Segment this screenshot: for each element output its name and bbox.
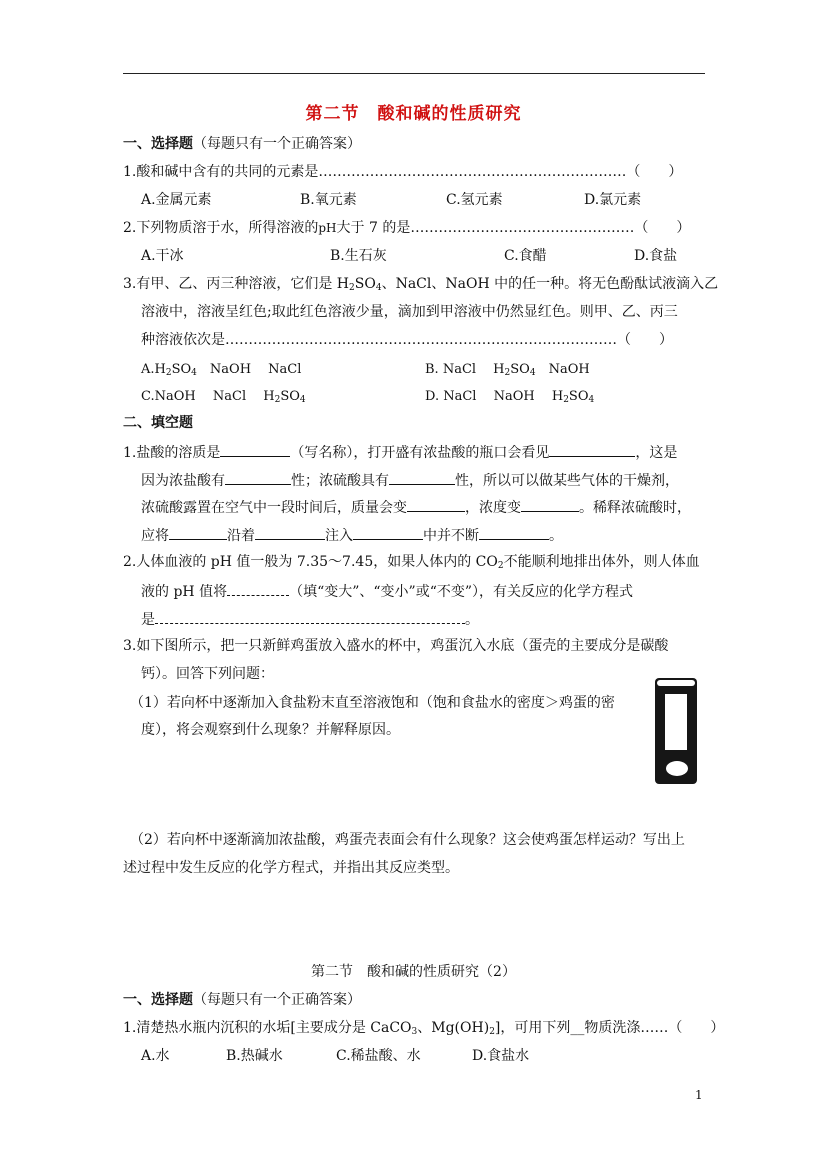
opt-subscript: 4 (588, 395, 595, 405)
section-heading-fill (123, 413, 193, 433)
answer-blank[interactable] (521, 496, 579, 512)
answer-blank[interactable] (389, 469, 455, 485)
answer-blank[interactable] (169, 524, 227, 540)
opt-text: NaOH (535, 362, 590, 377)
f1-text: 应将 (141, 528, 169, 544)
opt-subscript: 2 (504, 368, 511, 378)
f1-text: 浓硫酸露置在空气中一段时间后，质量会变 (141, 500, 407, 516)
q2-option-a: A.干冰 (141, 248, 184, 264)
answer-blank[interactable] (227, 580, 289, 596)
section-note: （每题只有一个正确答案） (193, 136, 361, 152)
part-2-question-1-stem (123, 1018, 724, 1038)
f2-text: 是 (141, 612, 155, 628)
part-2-q1-option-b: B.热碱水 (226, 1048, 283, 1064)
q3-option-b (425, 360, 590, 380)
fill-2-line-2 (141, 580, 633, 602)
fill-3-line-1: 3.如下图所示，把一只新鲜鸡蛋放入盛水的杯中，鸡蛋沉入水底（蛋壳的主要成分是碳酸 (123, 638, 669, 654)
opt-text: SO (510, 362, 530, 377)
f1-text: 因为浓盐酸有 (141, 473, 225, 489)
page-title: 第二节 酸和碱的性质研究 (305, 104, 522, 124)
page-number: 1 (695, 1088, 703, 1102)
f1-text: 。稀释浓硫酸时， (579, 500, 691, 516)
q3-subscript: 2 (349, 283, 355, 293)
opt-subscript: 4 (529, 368, 536, 378)
opt-subscript: 4 (299, 395, 306, 405)
section-heading-choice (123, 134, 361, 154)
q1-option-d: D.氯元素 (584, 192, 642, 208)
f1-text: 沿着 (227, 528, 255, 544)
f1-text: 1.盐酸的溶质是 (123, 445, 221, 461)
fill-2-line-1 (123, 552, 700, 572)
question-1-stem: 1.酸和碱中含有的共同的元素是…………………………………………………………（ ） (123, 164, 683, 180)
opt-text: A.H (141, 362, 166, 377)
part-2-section-heading (123, 990, 361, 1010)
opt-text: D. NaCl NaOH H (425, 389, 564, 404)
opt-text: NaOH NaCl (196, 362, 302, 377)
f2-text: （填“变大”、“变小”或“不变”），有关反应的化学方程式 (289, 584, 634, 600)
q2-option-b: B.生石灰 (330, 248, 387, 264)
p2q1-text: 1.清楚热水瓶内沉积的水垢[主要成分是 CaCO (123, 1020, 412, 1036)
fill-1-line-4 (141, 524, 563, 546)
f1-text: 。 (549, 528, 563, 544)
opt-subscript: 2 (274, 395, 281, 405)
cup-rim (657, 680, 695, 686)
q3-option-c (141, 387, 306, 407)
egg-icon (666, 761, 688, 776)
fill-3-part-1-line-2: 度），将会观察到什么现象？并解释原因。 (141, 722, 400, 738)
q3-option-d (425, 387, 594, 407)
section-label: 二、填空题 (123, 415, 193, 431)
q3-text-c: 、NaCl、NaOH 中的任一种。将无色酚酞试液滴入乙 (381, 276, 719, 292)
fill-3-part-1-line-1: （1）若向杯中逐渐加入食盐粉末直至溶液饱和（饱和食盐水的密度＞鸡蛋的密 (130, 695, 615, 711)
q1-option-b: B.氧元素 (300, 192, 357, 208)
p2q1-text: ]，可用下列__物质洗涤……（ ） (494, 1020, 725, 1036)
answer-blank[interactable] (255, 524, 325, 540)
fill-3-part-2-line-1: （2）若向杯中逐渐滴加浓盐酸，鸡蛋壳表面会有什么现象？这会使鸡蛋怎样运动？写出上 (130, 832, 685, 848)
q1-option-a: A.金属元素 (141, 192, 212, 208)
answer-blank[interactable] (407, 496, 465, 512)
f1-text: ，这是 (635, 445, 678, 461)
opt-text: SO (280, 389, 300, 404)
fill-1-line-2 (141, 469, 679, 491)
p2q1-text: 、Mg(OH) (417, 1020, 490, 1036)
section-note: （每题只有一个正确答案） (193, 992, 361, 1008)
f2-subscript: 2 (497, 561, 504, 571)
p2q1-subscript: 3 (411, 1027, 418, 1037)
question-2-stem (123, 218, 690, 238)
opt-text: SO (568, 389, 589, 404)
f1-text: 性；浓硫酸具有 (291, 473, 389, 489)
f1-text: 注入 (325, 528, 353, 544)
f1-text: 中并不断 (423, 528, 479, 544)
part-2-q1-option-d: D.食盐水 (472, 1048, 530, 1064)
q1-option-c: C.氢元素 (446, 192, 503, 208)
answer-blank[interactable] (155, 608, 465, 624)
f1-text: ，浓度变 (465, 500, 521, 516)
part-2-q1-option-a: A.水 (141, 1048, 170, 1064)
opt-text: SO (171, 362, 192, 377)
q3-text-a: 3.有甲、乙、丙三种溶液，它们是 H (123, 276, 350, 292)
f2-text: 液的 pH 值将 (141, 584, 228, 600)
answer-blank[interactable] (353, 524, 423, 540)
section-label: 一、选择题 (123, 992, 193, 1008)
opt-subscript: 4 (191, 368, 197, 378)
answer-blank[interactable] (225, 469, 291, 485)
f2-text: 2.人体血液的 pH 值一般为 7.35～7.45，如果人体内的 CO (123, 554, 498, 570)
q2-option-d: D.食盐 (634, 248, 678, 264)
q2-stem-b: 大于 7 的是…………………………………………（ ） (336, 220, 691, 236)
f2-text: 不能顺利地排出体外，则人体血 (503, 554, 700, 570)
fill-3-line-2: 钙）。回答下列问题： (141, 666, 274, 682)
opt-subscript: 2 (165, 368, 172, 378)
fill-3-part-2-line-2: 述过程中发生反应的化学方程式，并指出其反应类型。 (123, 860, 459, 876)
question-3-line-2: 溶液中，溶液呈红色;取此红色溶液少量，滴加到甲溶液中仍然显红色。则甲、乙、丙三 (141, 304, 678, 320)
opt-subscript: 2 (563, 395, 569, 405)
q3-option-a (141, 360, 301, 380)
answer-blank[interactable] (479, 524, 549, 540)
question-3-line-1 (123, 274, 718, 294)
header-rule (123, 73, 705, 74)
part-2-title: 第二节 酸和碱的性质研究（2） (311, 964, 516, 980)
p2q1-subscript: 2 (489, 1027, 495, 1037)
opt-text: C.NaOH NaCl H (141, 389, 275, 404)
question-3-line-3: 种溶液依次是…………………………………………………………………………（ ） (141, 332, 673, 348)
section-label: 一、选择题 (123, 136, 193, 152)
q2-stem-ph: pH (318, 221, 337, 235)
fill-2-line-3 (141, 608, 479, 630)
q3-subscript: 4 (375, 283, 382, 293)
opt-text: B. NaCl H (425, 362, 505, 377)
f1-text: 性，所以可以做某些气体的干燥剂， (455, 473, 679, 489)
part-2-q1-option-c: C.稀盐酸、水 (336, 1048, 421, 1064)
answer-blank[interactable] (549, 441, 635, 457)
fill-1-line-3 (141, 496, 691, 518)
f1-text: （写名称），打开盛有浓盐酸的瓶口会看见 (290, 445, 550, 461)
answer-blank[interactable] (220, 441, 290, 457)
q2-option-c: C.食醋 (504, 248, 547, 264)
cup-water (665, 694, 687, 750)
f2-text: 。 (465, 612, 479, 628)
q2-stem-a: 2.下列物质溶于水，所得溶液的 (123, 220, 319, 236)
fill-1-line-1 (123, 441, 677, 463)
q3-text-b: SO (354, 276, 376, 292)
